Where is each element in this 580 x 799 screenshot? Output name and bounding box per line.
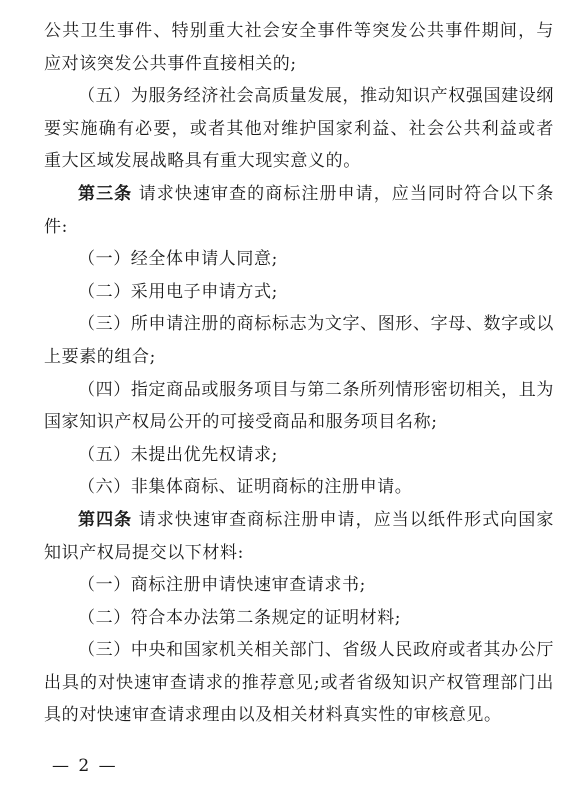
article-4-item-2-text: （二）符合本办法第二条规定的证明材料; (78, 607, 402, 628)
paragraph-2 (44, 80, 554, 178)
article-3-item-3 (44, 308, 554, 373)
paragraph-1-text: 公共卫生事件、特别重大社会安全事件等突发公共事件期间，与应对该突发公共事件直接相关的; (44, 21, 554, 74)
article-3-text: 请求快速审查的商标注册申请，应当同时符合以下条件: (44, 183, 554, 237)
article-4-label: 第四条 (78, 509, 133, 530)
article-4-item-3 (44, 634, 554, 732)
article-4-item-2 (44, 602, 554, 635)
article-3-item-1-text: （一）经全体申请人同意; (78, 249, 278, 270)
article-3-item-6 (44, 471, 554, 504)
paragraph-2-text: （五）为服务经济社会高质量发展，推动知识产权强国建设纲要实施确有必要，或者其他对维护国家利益、社会公共利益或者重大区域发展战略具有重大现实意义的。 (44, 86, 554, 172)
paragraph-1 (44, 15, 554, 80)
article-3-item-2 (44, 276, 554, 309)
article-3-item-4 (44, 374, 554, 439)
article-4-item-3-text: （三）中央和国家机关相关部门、省级人民政府或者其办公厅出具的对快速审查请求的推荐意见;或者省级知识产权管理部门出具的对快速审查请求理由以及相关材料真实性的审核意见。 (44, 640, 554, 726)
article-3-item-3-text: （三）所申请注册的商标标志为文字、图形、字母、数字或以上要素的组合; (44, 314, 554, 367)
document-page (44, 15, 554, 732)
article-4-item-1 (44, 569, 554, 602)
article-4-text: 请求快速审查商标注册申请，应当以纸件形式向国家知识产权局提交以下材料: (44, 509, 554, 563)
article-3-item-6-text: （六）非集体商标、证明商标的注册申请。 (78, 477, 413, 498)
page-number: — 2 — (52, 756, 118, 776)
article-3-item-4-text: （四）指定商品或服务项目与第二条所列情形密切相关，且为国家知识产权局公开的可接受商品和服务项目名称; (44, 379, 554, 433)
article-3-item-1 (44, 243, 554, 276)
article-4-item-1-text: （一）商标注册申请快速审查请求书; (78, 575, 366, 596)
article-3-item-2-text: （二）采用电子申请方式; (78, 281, 278, 302)
article-3-label: 第三条 (78, 183, 133, 204)
article-4-heading-paragraph (44, 504, 554, 569)
article-3-item-5 (44, 439, 554, 472)
article-3-heading-paragraph (44, 178, 554, 243)
article-3-item-5-text: （五）未提出优先权请求; (78, 444, 278, 465)
